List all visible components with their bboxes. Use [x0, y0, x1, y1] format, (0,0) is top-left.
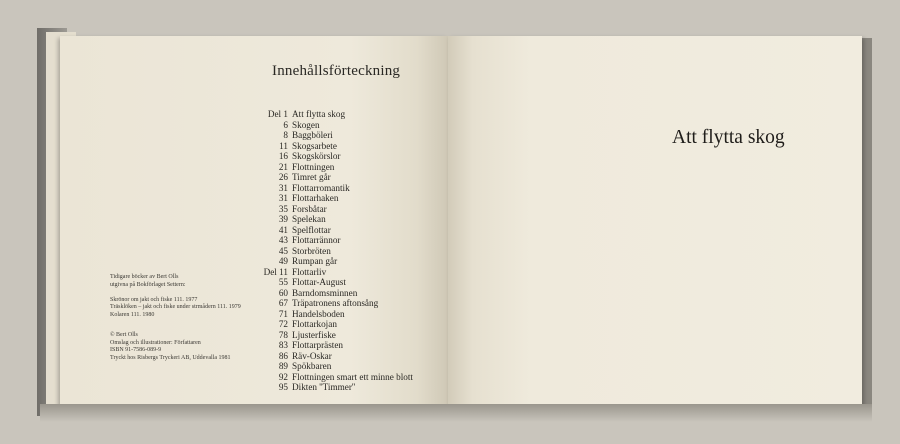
credit-line: Tryckt hos Risbergs Tryckeri AB, Uddevalla 1981 [110, 354, 231, 361]
toc-page-number: 45 [278, 245, 288, 256]
right-page [448, 36, 862, 408]
biblio-line: Kolaren 111. 1980 [110, 311, 155, 318]
toc-page-number: 72 [278, 319, 288, 329]
toc-entry [258, 277, 413, 288]
toc-entry-label: Rumpan går [292, 256, 338, 266]
toc-entry [258, 351, 413, 362]
toc-entry-label: Handelsboden [292, 308, 345, 319]
toc-page-number: 89 [278, 361, 288, 371]
toc-entry [258, 225, 413, 236]
toc-entry [258, 382, 413, 393]
toc-entry-label: Träpatronens aftonsång [292, 298, 379, 308]
toc-entry [258, 309, 413, 320]
toc-entry [258, 288, 413, 299]
toc-entry [258, 162, 413, 173]
toc-entry-label: Storbröten [292, 245, 331, 256]
part-title: Att flytta skog [672, 127, 785, 148]
toc-page-number: 35 [278, 203, 288, 214]
toc-page-number: 21 [278, 161, 288, 172]
toc-entry [258, 183, 413, 194]
book-shadow [40, 404, 872, 422]
toc-entry-label: Flottarrännor [292, 235, 341, 245]
toc-entry [258, 214, 413, 225]
toc-page-number: 95 [278, 382, 288, 392]
toc-entry [258, 120, 413, 131]
toc-entry-label: Flottarromantik [292, 182, 350, 193]
toc-entry-label: Spelflottar [292, 224, 331, 235]
biblio-line: Tidigare böcker av Bert Olls [110, 274, 179, 280]
toc-page-number: 39 [278, 214, 288, 224]
toc-entry-label: Flottarliv [292, 266, 327, 277]
toc-page-number: 16 [278, 151, 288, 161]
toc-entry [258, 130, 413, 141]
toc-entry-label: Flottarhaken [292, 193, 339, 203]
credit-line: © Bert Olls [110, 332, 138, 338]
toc-entry [258, 235, 413, 246]
toc-entry [258, 298, 413, 309]
toc-title: Innehållsförteckning [272, 63, 401, 79]
toc-entry-label: Flottarprästen [292, 340, 344, 350]
toc-entry [258, 361, 413, 372]
toc-entry [258, 319, 413, 330]
biblio-line [110, 289, 241, 297]
toc-page-number: 26 [278, 172, 288, 182]
toc-page-number: 41 [278, 224, 288, 235]
toc-entry-label: Dikten ''Timmer'' [292, 382, 356, 392]
toc-entry-label: Skogen [292, 119, 320, 130]
toc-page-number: 55 [278, 277, 288, 287]
toc-page-number: Del 11 [263, 266, 288, 277]
toc-entry-label: Räv-Oskar [292, 350, 332, 361]
toc-entry-label: Flottar-August [292, 277, 346, 287]
biblio-line: Träsklöken – jakt och fiske under strmådern 111. 1979 [110, 304, 241, 311]
toc-entry-label: Spelekan [292, 214, 326, 224]
toc-entry-label: Flottningen [292, 161, 335, 172]
toc-entry-label: Skogsarbete [292, 140, 337, 151]
biblio-line: utgivna på Bokförlaget Settern: [110, 281, 186, 288]
toc-page-number: 49 [278, 256, 288, 266]
toc-entry-label: Timret går [292, 172, 331, 182]
toc-entry-label: Spökbaren [292, 361, 332, 371]
publication-credits [110, 332, 231, 362]
toc-page-number: 8 [283, 130, 288, 140]
toc-entry-label: Skogskörslor [292, 151, 341, 161]
toc-page-number: 83 [278, 340, 288, 350]
toc-page-number: 67 [278, 298, 288, 308]
biblio-line: Skrönor om jakt och fiske 111. 1977 [110, 296, 198, 303]
previous-books-list [110, 274, 241, 320]
toc-entry [258, 372, 413, 383]
toc-page-number: 60 [278, 287, 288, 298]
toc-page-number: 86 [278, 350, 288, 361]
toc-entry-label: Barndomsminnen [292, 287, 358, 298]
toc-page-number: 43 [278, 235, 288, 245]
credit-line: Omslag och illustrationer: Författaren [110, 339, 201, 346]
toc-page-number: Del 1 [267, 109, 288, 119]
table-of-contents [258, 109, 413, 393]
toc-entry-label: Forsbåtar [292, 203, 327, 214]
toc-entry [258, 193, 413, 204]
toc-entry [258, 151, 413, 162]
toc-entry [258, 109, 413, 120]
toc-page-number: 6 [283, 119, 288, 130]
toc-page-number: 92 [278, 371, 288, 382]
toc-entry [258, 267, 413, 278]
toc-entry [258, 330, 413, 341]
toc-entry [258, 246, 413, 257]
toc-entry-label: Ljusterfiske [292, 329, 336, 340]
toc-entry-label: Flottarkojan [292, 319, 337, 329]
toc-page-number: 78 [278, 329, 288, 340]
toc-entry-label: Baggböleri [292, 130, 333, 140]
toc-entry [258, 204, 413, 215]
credit-line: ISBN 91-7586-089-9 [110, 347, 162, 354]
toc-entry [258, 172, 413, 183]
toc-entry [258, 256, 413, 267]
toc-entry [258, 141, 413, 152]
toc-entry [258, 340, 413, 351]
toc-page-number: 11 [279, 140, 288, 151]
toc-page-number: 31 [278, 193, 288, 203]
toc-entry-label: Flottningen smart ett minne blott [292, 371, 413, 382]
toc-page-number: 71 [278, 308, 288, 319]
toc-page-number: 31 [278, 182, 288, 193]
toc-entry-label: Att flytta skog [292, 109, 346, 119]
